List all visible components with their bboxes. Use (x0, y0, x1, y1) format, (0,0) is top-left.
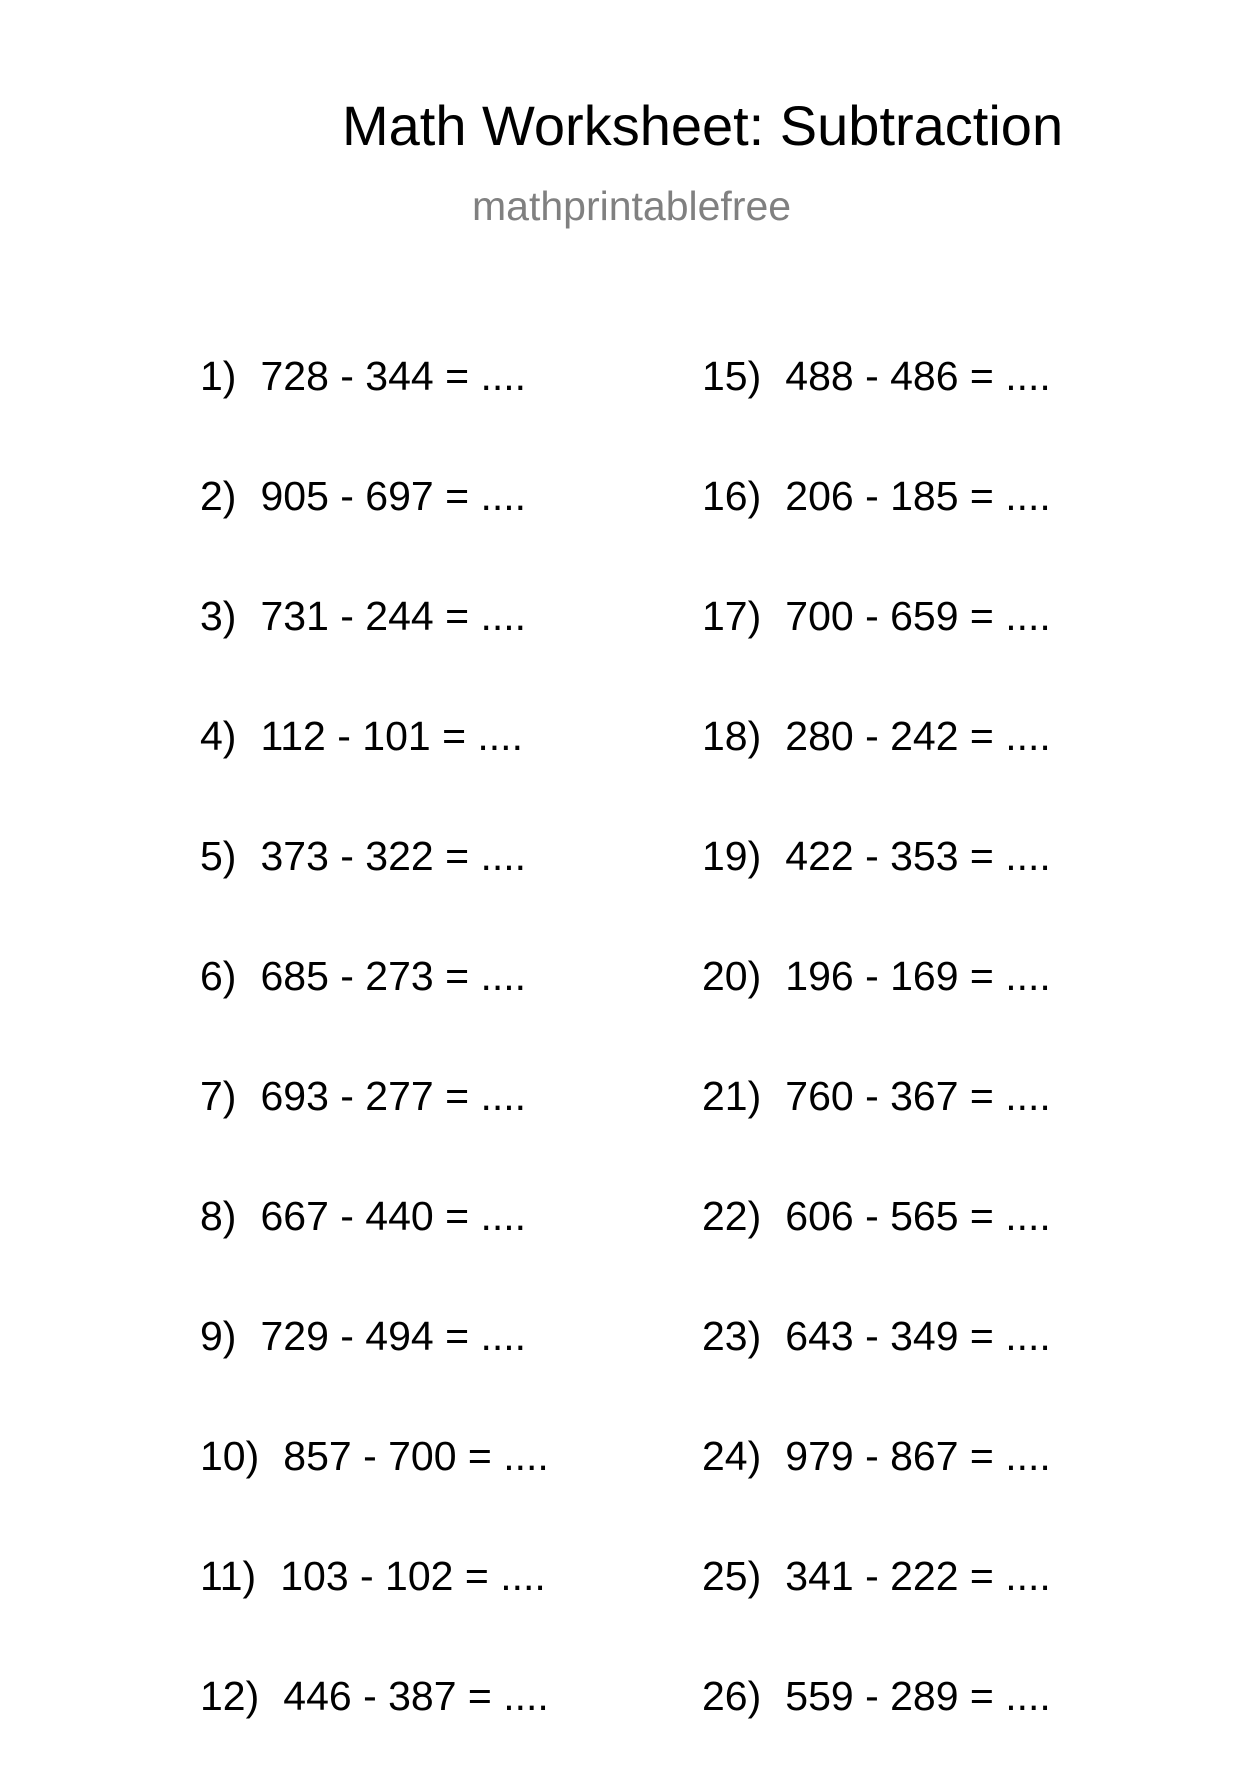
problem-expression: 206 - 185 = .... (785, 473, 1051, 519)
problem-expression: 280 - 242 = .... (785, 713, 1051, 759)
problem-number: 1) (200, 353, 237, 399)
problem-number: 5) (200, 833, 237, 879)
problem-number: 19) (702, 833, 762, 879)
problem-item (702, 1192, 1051, 1312)
problem-item (702, 832, 1051, 952)
problem-expression: 488 - 486 = .... (785, 353, 1051, 399)
problem-expression: 693 - 277 = .... (260, 1073, 527, 1119)
problem-expression: 196 - 169 = .... (785, 953, 1051, 999)
problem-expression: 685 - 273 = .... (260, 953, 527, 999)
problem-expression: 731 - 244 = .... (260, 593, 527, 639)
problem-number: 6) (200, 953, 237, 999)
problem-item (702, 472, 1051, 592)
problem-number: 15) (702, 353, 762, 399)
problem-number: 4) (200, 713, 237, 759)
problem-item (702, 1552, 1051, 1672)
problem-expression: 446 - 387 = .... (283, 1673, 549, 1719)
problem-number: 17) (702, 593, 762, 639)
problem-number: 11) (200, 1553, 257, 1599)
worksheet-subtitle: mathprintablefree (472, 183, 792, 229)
problem-number: 16) (702, 473, 762, 519)
problem-number: 10) (200, 1433, 260, 1479)
problem-column-left (200, 352, 549, 1792)
problem-number: 12) (200, 1673, 260, 1719)
problem-item (200, 1072, 549, 1192)
problem-item (200, 1192, 549, 1312)
problem-item (702, 1312, 1051, 1432)
problem-expression: 643 - 349 = .... (785, 1313, 1051, 1359)
problem-item (200, 472, 549, 592)
problem-number: 7) (200, 1073, 237, 1119)
problem-number: 8) (200, 1193, 237, 1239)
problem-number: 25) (702, 1553, 762, 1599)
problem-item (702, 952, 1051, 1072)
problem-expression: 667 - 440 = .... (260, 1193, 527, 1239)
problem-expression: 760 - 367 = .... (785, 1073, 1051, 1119)
problem-item (702, 592, 1051, 712)
problem-item (200, 352, 549, 472)
problem-number: 23) (702, 1313, 762, 1359)
problem-expression: 728 - 344 = .... (260, 353, 527, 399)
problem-item (200, 1432, 549, 1552)
problem-item (200, 832, 549, 952)
problem-number: 9) (200, 1313, 237, 1359)
problem-expression: 373 - 322 = .... (260, 833, 527, 879)
problem-item (200, 1552, 549, 1672)
problem-expression: 422 - 353 = .... (785, 833, 1051, 879)
problem-number: 26) (702, 1673, 762, 1719)
problem-expression: 729 - 494 = .... (260, 1313, 527, 1359)
problem-expression: 559 - 289 = .... (785, 1673, 1051, 1719)
problem-number: 22) (702, 1193, 762, 1239)
worksheet-title: Math Worksheet: Subtraction (342, 94, 1064, 157)
problem-number: 18) (702, 713, 762, 759)
problem-item (200, 712, 549, 832)
problem-item (702, 712, 1051, 832)
problem-expression: 979 - 867 = .... (785, 1433, 1051, 1479)
problem-item (200, 1672, 549, 1792)
problem-item (702, 1432, 1051, 1552)
problem-item (200, 1312, 549, 1432)
problem-number: 21) (702, 1073, 762, 1119)
problem-item (200, 952, 549, 1072)
problem-expression: 341 - 222 = .... (785, 1553, 1051, 1599)
problem-number: 3) (200, 593, 237, 639)
problem-expression: 112 - 101 = .... (260, 713, 523, 759)
problem-expression: 103 - 102 = .... (280, 1553, 546, 1599)
problem-number: 24) (702, 1433, 762, 1479)
problem-expression: 857 - 700 = .... (283, 1433, 549, 1479)
problem-item (200, 592, 549, 712)
problem-item (702, 352, 1051, 472)
problem-column-right (702, 352, 1051, 1792)
problem-item (702, 1072, 1051, 1192)
problem-number: 20) (702, 953, 762, 999)
problem-expression: 905 - 697 = .... (260, 473, 527, 519)
problem-item (702, 1672, 1051, 1792)
problem-expression: 700 - 659 = .... (785, 593, 1051, 639)
problem-expression: 606 - 565 = .... (785, 1193, 1051, 1239)
problem-number: 2) (200, 473, 237, 519)
